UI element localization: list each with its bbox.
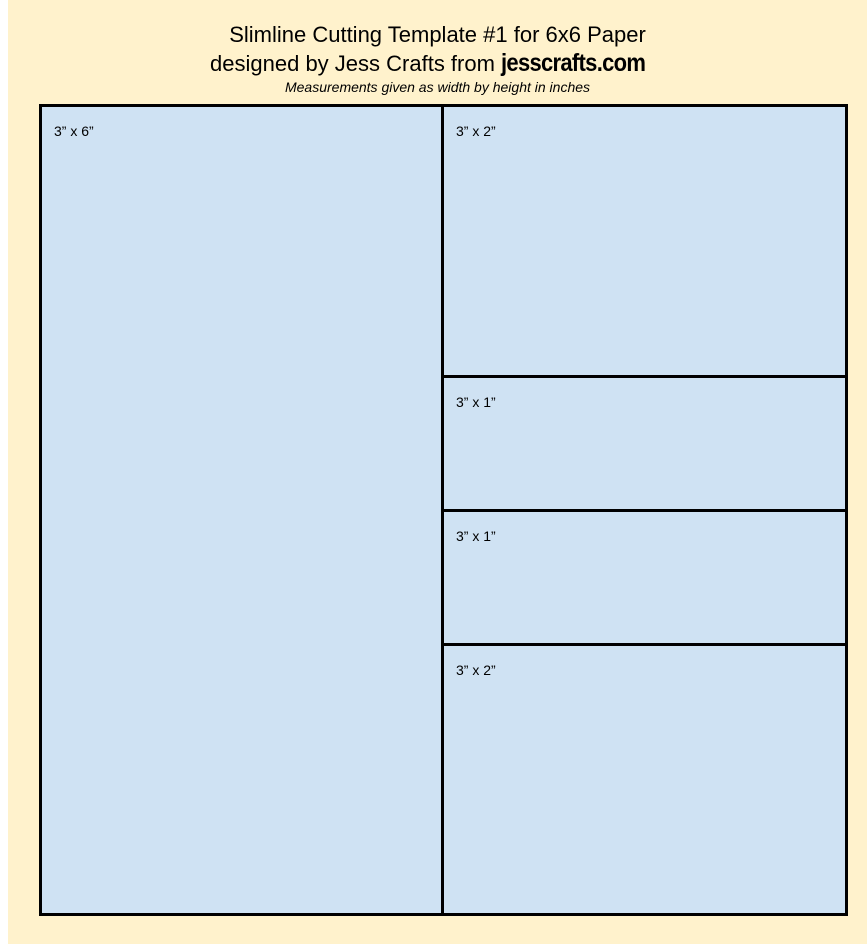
piece-3x2-top [444, 107, 845, 375]
piece-label: 3” x 1” [456, 528, 496, 544]
horizontal-cut-line-1 [444, 375, 845, 378]
template-page [8, 0, 867, 944]
piece-3x2-bottom [444, 646, 845, 913]
piece-3x1-upper [444, 378, 845, 509]
cutting-template [39, 104, 848, 916]
piece-label: 3” x 6” [54, 123, 94, 139]
horizontal-cut-line-3 [444, 643, 845, 646]
piece-3x1-lower [444, 512, 845, 643]
title-line-2 [8, 49, 867, 78]
horizontal-cut-line-2 [444, 509, 845, 512]
subtitle: Measurements given as width by height in inches [284, 79, 591, 95]
designer-credit: designed by Jess Crafts from [210, 51, 502, 76]
piece-label: 3” x 2” [456, 123, 496, 139]
site-name: jesscrafts.com [501, 49, 646, 77]
piece-label: 3” x 2” [456, 662, 496, 678]
header [8, 20, 867, 95]
title-line-1: Slimline Cutting Template #1 for 6x6 Paper [229, 22, 646, 47]
piece-label: 3” x 1” [456, 394, 496, 410]
piece-3x6 [42, 107, 441, 913]
